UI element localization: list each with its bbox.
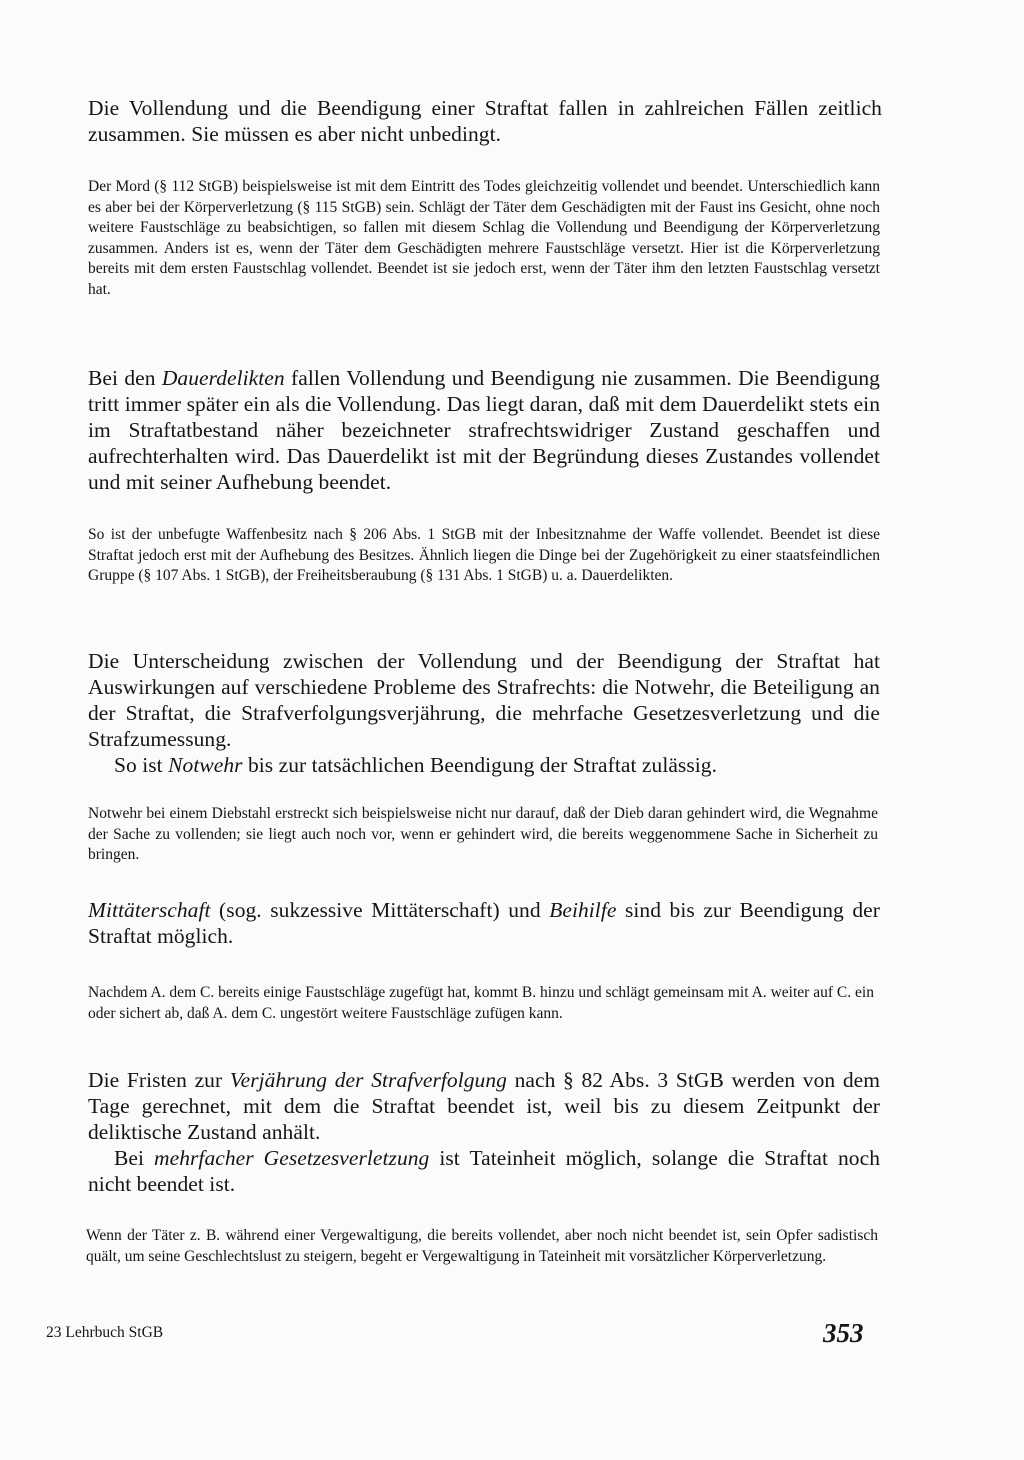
example-text-block [88,983,874,1024]
page-number: 353 [823,1318,864,1348]
paragraph: Mittäterschaft (sog. sukzessive Mittäterschaft) und Beihilfe sind bis zur Beendigung der Straftat möglich. [88,898,880,948]
example-text-block [86,1226,878,1267]
body-text-block [88,897,880,949]
paragraph: Wenn der Täter z. B. während einer Vergewaltigung, die bereits vollendet, aber noch nicht beendet ist, sein Opfer sadistisch quält, um seine Geschlechtslust zu steigern, begeht er Vergewaltigung in Tateinheit mit vorsätzlicher Körperverletzung. [86,1227,878,1265]
example-text-block [88,525,880,587]
paragraph: Die Fristen zur Verjährung der Strafverfolgung nach § 82 Abs. 3 StGB werden von dem Tage gerechnet, mit dem die Straftat beendet ist, weil bis zu diesem Zeitpunkt der deliktische Zustand anhält. [88,1068,880,1144]
paragraph: Die Unterscheidung zwischen der Vollendung und der Beendigung der Straftat hat Auswirkungen auf verschiedene Probleme des Strafrechts: die Notwehr, die Beteiligung an der Straftat, die Strafverfolgungsverjährung, die mehrfache Gesetzesverletzung und die Strafzumessung. [88,649,880,751]
body-text-block [88,648,880,778]
paragraph: Bei den Dauerdelikten fallen Vollendung und Beendigung nie zusammen. Die Beendigung tritt immer später ein als die Vollendung. Das liegt daran, daß mit dem Dauerdelikt stets ein im Straftatbestand näher bezeichneter strafrechtswidriger Zustand geschaffen und aufrechterhalten wird. Das Dauerdelikt ist mit der Begründung dieses Zustandes vollendet und mit seiner Aufhebung beendet. [88,366,880,494]
paragraph: Nachdem A. dem C. bereits einige Faustschläge zugefügt hat, kommt B. hinzu und schlägt gemeinsam mit A. weiter auf C. ein oder sichert ab, daß A. dem C. ungestört weitere Faustschläge zufügen kann. [88,984,874,1022]
body-text-block [88,365,880,495]
paragraph: Der Mord (§ 112 StGB) beispielsweise ist mit dem Eintritt des Todes gleichzeitig vollendet und beendet. Unterschiedlich kann es aber bei der Körperverletzung (§ 115 StGB) sein. Schlägt der Täter dem Geschädigten mit der Faust ins Gesicht, ohne noch weitere Faustschläge zu beabsichtigen, so fallen mit diesem Schlag die Vollendung und Beendigung der Körperverletzung zusammen. Anders ist es, wenn der Täter dem Geschädigten mehrere Faustschläge versetzt. Hier ist die Körperverletzung bereits mit dem ersten Faustschlag vollendet. Beendet ist sie jedoch erst, wenn der Täter ihm den letzten Faustschlag versetzt hat. [88,178,880,298]
paragraph: Die Vollendung und die Beendigung einer Straftat fallen in zahlreichen Fällen zeitlich zusammen. Sie müssen es aber nicht unbedingt. [88,96,882,146]
body-text-block [88,95,882,147]
paragraph: Bei mehrfacher Gesetzesverletzung ist Tateinheit möglich, solange die Straftat noch nicht beendet ist. [88,1146,880,1196]
paragraph: So ist Notwehr bis zur tatsächlichen Beendigung der Straftat zulässig. [114,753,718,777]
paragraph: Notwehr bei einem Diebstahl erstreckt sich beispielsweise nicht nur darauf, daß der Dieb daran gehindert wird, die Wegnahme der Sache zu vollenden; sie liegt auch noch vor, wenn er gehindert wird, die bereits weggenommene Sache in Sicherheit zu bringen. [88,805,878,863]
footer-signature: 23 Lehrbuch StGB [46,1324,164,1341]
example-text-block [88,804,878,866]
example-text-block [88,177,880,300]
paragraph: So ist der unbefugte Waffenbesitz nach § 206 Abs. 1 StGB mit der Inbesitznahme der Waffe vollendet. Beendet ist diese Straftat jedoch erst mit der Aufhebung des Besitzes. Ähnlich liegen die Dinge bei der Zugehörigkeit zu einer staatsfeindlichen Gruppe (§ 107 Abs. 1 StGB), der Freiheitsberaubung (§ 131 Abs. 1 StGB) u. a. Dauerdelikten. [88,526,880,584]
body-text-block [88,1067,880,1197]
